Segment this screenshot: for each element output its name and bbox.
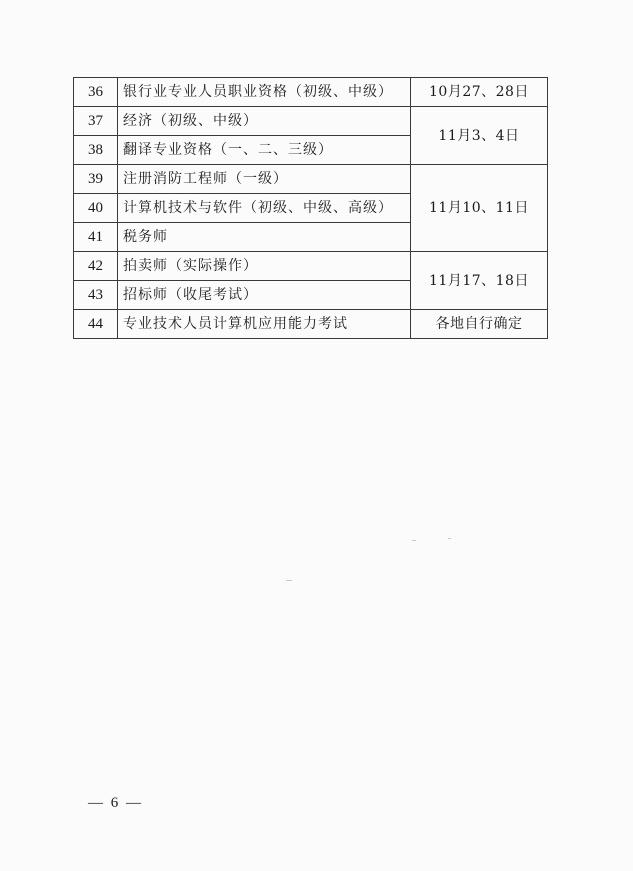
scan-speck [448,538,451,539]
exam-date: 11月3、4日 [411,107,548,165]
page-number: — 6 — [88,795,143,811]
scan-speck [412,540,416,541]
exam-date: 各地自行确定 [411,310,548,339]
row-number: 38 [74,136,118,165]
exam-subject: 注册消防工程师（一级） [118,165,411,194]
table-row [74,310,548,339]
exam-date: 11月17、18日 [411,252,548,310]
row-number: 42 [74,252,118,281]
exam-subject: 银行业专业人员职业资格（初级、中级） [118,78,411,107]
exam-subject: 专业技术人员计算机应用能力考试 [118,310,411,339]
exam-subject: 翻译专业资格（一、二、三级） [118,136,411,165]
exam-subject: 经济（初级、中级） [118,107,411,136]
exam-subject: 拍卖师（实际操作） [118,252,411,281]
exam-subject: 税务师 [118,223,411,252]
exam-schedule-table [73,77,548,339]
exam-date: 11月10、11日 [411,165,548,252]
row-number: 40 [74,194,118,223]
row-number: 41 [74,223,118,252]
row-number: 36 [74,78,118,107]
exam-subject: 招标师（收尾考试） [118,281,411,310]
table-row [74,252,548,281]
table-row [74,165,548,194]
row-number: 37 [74,107,118,136]
table-row [74,78,548,107]
scan-speck [286,580,292,581]
row-number: 44 [74,310,118,339]
table-row [74,107,548,136]
exam-date: 10月27、28日 [411,78,548,107]
row-number: 43 [74,281,118,310]
row-number: 39 [74,165,118,194]
exam-subject: 计算机技术与软件（初级、中级、高级） [118,194,411,223]
